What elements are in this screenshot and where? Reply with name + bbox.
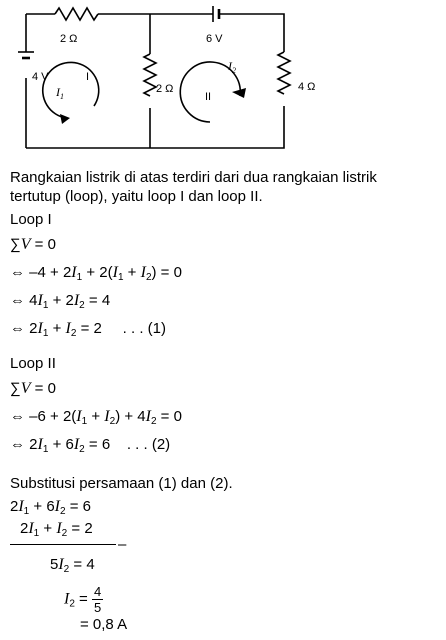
subst-eq-4: $I_2$ = $\frac{4}{5}$ xyxy=(64,584,102,615)
subst-eq-5: = 0,8 A xyxy=(80,616,128,633)
circuit-diagram xyxy=(0,0,446,160)
current-1-label: $I_1$ xyxy=(56,85,64,101)
loop2-eq-1: ⇔ $-6 + 2(I_1 + I_2) + 4I_2 = 0$ xyxy=(10,408,182,427)
subst-eq-3: $5I_2 = 4$ xyxy=(50,556,95,575)
battery-left-label: 4 V xyxy=(32,71,49,83)
loop1-eq-sum: ∑V = 0 xyxy=(10,236,56,253)
resistor-left-label: 2 Ω xyxy=(60,33,78,45)
intro-line-1: Rangkaian listrik di atas terdiri dari dua rangkaian listrik xyxy=(10,169,377,186)
loop2-eq-2: ⇔ $2I_1 + 6I_2 = 6$ . . . (2) xyxy=(10,436,171,455)
loop1-eq-1: ⇔ $-4 + 2I_1 + 2(I_1 + I_2) = 0$ xyxy=(10,264,182,283)
fraction: $\frac{4}{5}$ xyxy=(94,584,102,615)
subst-heading: Substitusi persamaan (1) dan (2). xyxy=(10,475,233,492)
resistor-right-label: 4 Ω xyxy=(298,81,316,93)
loop2-eq-sum: ∑V = 0 xyxy=(10,380,56,397)
current-2-label: $I_2$ xyxy=(228,59,236,75)
subtraction-line xyxy=(10,544,116,545)
subst-eq-1: $2I_1 + 6I_2 = 6$ xyxy=(10,498,91,517)
loop1-eq-2: ⇔ $4I_1 + 2I_2 = 4$ xyxy=(10,292,111,311)
subst-eq-2: $2I_1 + I_2 = 2$ xyxy=(20,520,93,539)
battery-top-label: 6 V xyxy=(206,33,223,45)
loop-2-label: II xyxy=(205,91,212,103)
intro-line-2: tertutup (loop), yaitu loop I dan loop II. xyxy=(10,188,263,205)
loop-1-label: I xyxy=(86,71,90,83)
loop-1-heading: Loop I xyxy=(10,211,52,228)
resistor-mid-label: 2 Ω xyxy=(156,83,174,95)
loop-2-heading: Loop II xyxy=(10,355,56,372)
minus-sign: – xyxy=(118,536,127,553)
loop1-eq-3: ⇔ $2I_1 + I_2 = 2$ . . . (1) xyxy=(10,320,167,339)
